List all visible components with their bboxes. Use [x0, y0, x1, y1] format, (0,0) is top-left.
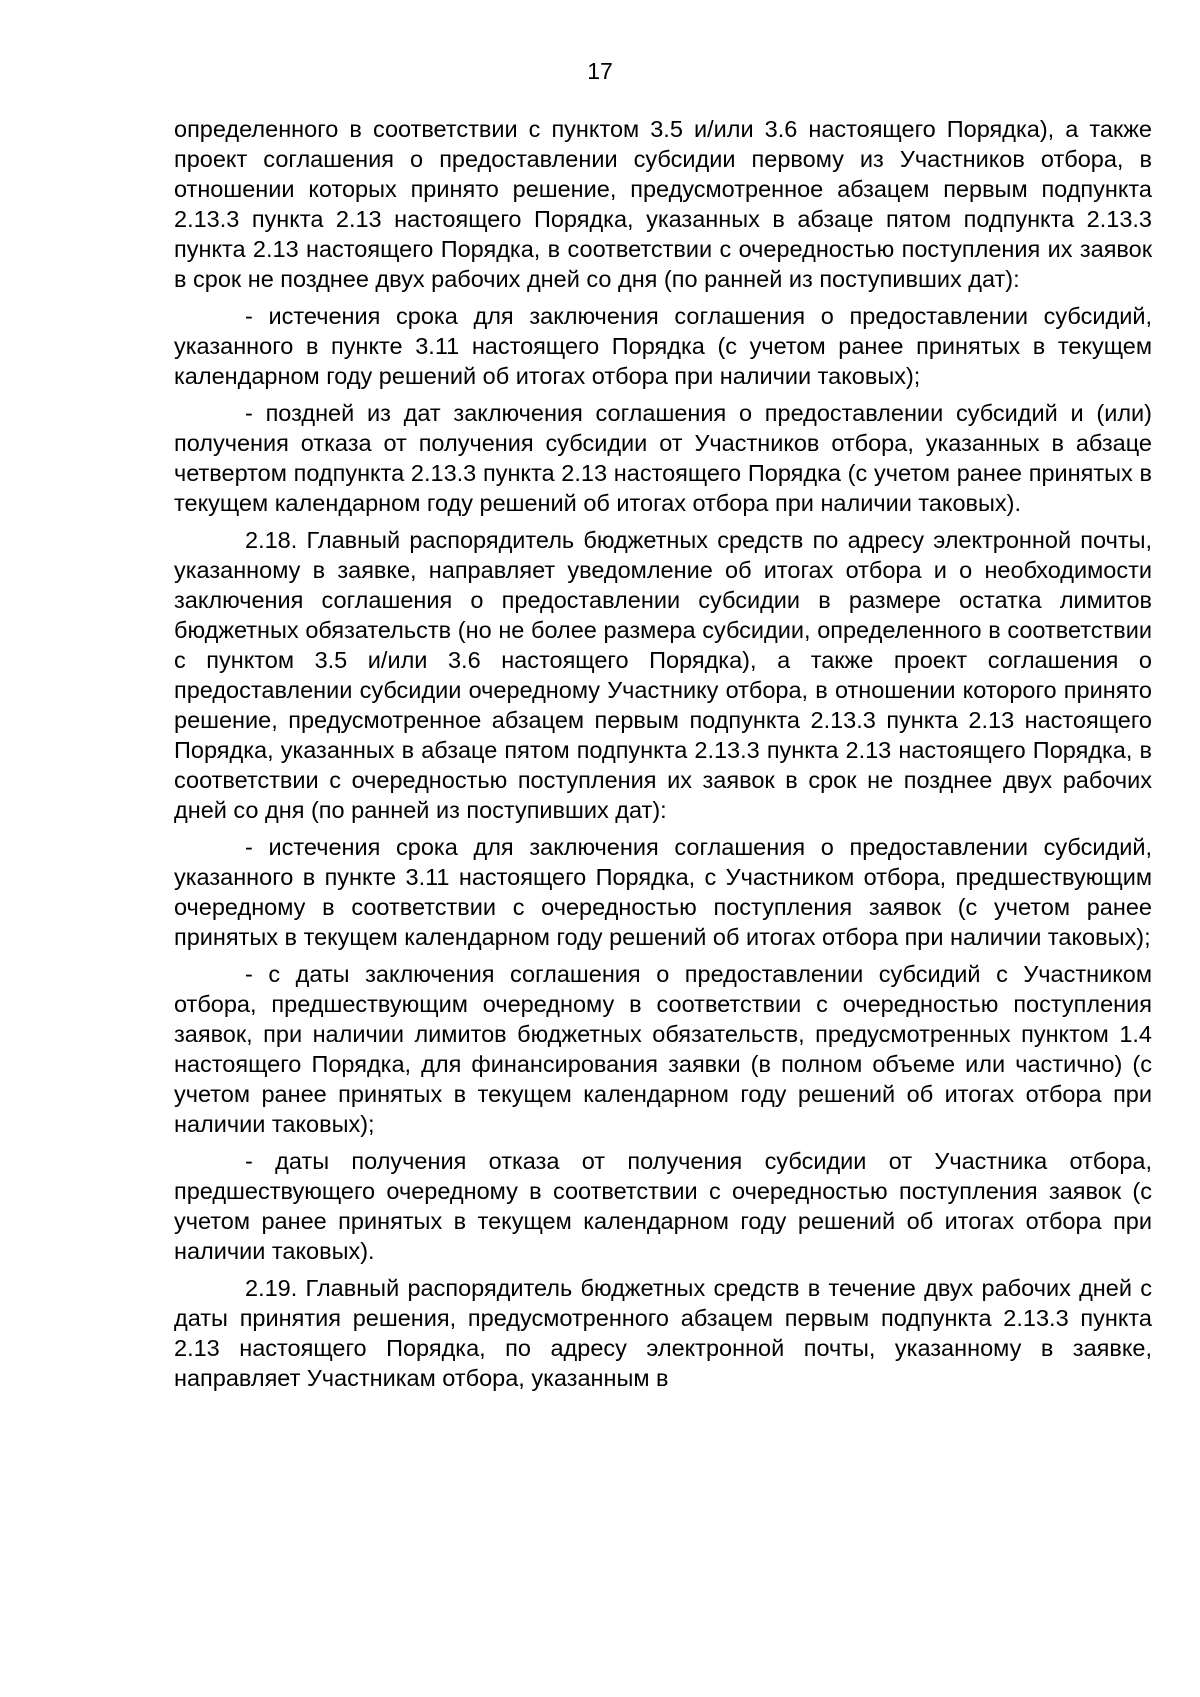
document-body: [174, 114, 1152, 1400]
paragraph-2-18: 2.18. Главный распорядитель бюджетных средств по адресу электронной почты, указанному в заявке, направляет уведомление об итогах отбора и о необходимости заключения соглашения о предоставлении субсидии в размере остатка лимитов бюджетных обязательств (но не более размера субсидии, определенного в соответствии с пунктом 3.5 и/или 3.6 настоящего Порядка), а также проект соглашения о предоставлении субсидии очередному Участнику отбора, в отношении которого принято решение, предусмотренное абзацем первым подпункта 2.13.3 пункта 2.13 настоящего Порядка, указанных в абзаце пятом подпункта 2.13.3 пункта 2.13 настоящего Порядка, в соответствии с очередностью поступления их заявок в срок не позднее двух рабочих дней со дня (по ранней из поступивших дат):: [174, 527, 1152, 823]
list-item-refusal-date: - даты получения отказа от получения субсидии от Участника отбора, предшествующего очередному в соответствии с очередностью поступления заявок (с учетом ранее принятых в текущем календарном году решений об итогах отбора при наличии таковых).: [174, 1148, 1152, 1264]
paragraph-2-19: 2.19. Главный распорядитель бюджетных средств в течение двух рабочих дней с даты принятия решения, предусмотренного абзацем первым подпункта 2.13.3 пункта 2.13 настоящего Порядка, по адресу электронной почты, указанному в заявке, направляет Участникам отбора, указанным в: [174, 1275, 1152, 1391]
list-item-agreement-date: - с даты заключения соглашения о предоставлении субсидий с Участником отбора, предшествующим очередному в соответствии с очередностью поступления заявок, при наличии лимитов бюджетных обязательств, предусмотренных пунктом 1.4 настоящего Порядка, для финансирования заявки (в полном объеме или частично) (с учетом ранее принятых в текущем календарном году решений об итогах отбора при наличии таковых);: [174, 961, 1152, 1137]
list-item-deadline-expiry-preceding: - истечения срока для заключения соглашения о предоставлении субсидий, указанного в пункте 3.11 настоящего Порядка, с Участником отбора, предшествующим очередному в соответствии с очередностью поступления заявок (с учетом ранее принятых в текущем календарном году решений об итогах отбора при наличии таковых);: [174, 834, 1152, 950]
list-item-deadline-expiry: - истечения срока для заключения соглашения о предоставлении субсидий, указанного в пункте 3.11 настоящего Порядка (с учетом ранее принятых в текущем календарном году решений об итогах отбора при наличии таковых);: [174, 303, 1152, 389]
list-item-latest-date: - поздней из дат заключения соглашения о предоставлении субсидий и (или) получения отказа от получения субсидии от Участников отбора, указанных в абзаце четвертом подпункта 2.13.3 пункта 2.13 настоящего Порядка (с учетом ранее принятых в текущем календарном году решений об итогах отбора при наличии таковых).: [174, 400, 1152, 516]
paragraph-continuation: определенного в соответствии с пунктом 3.5 и/или 3.6 настоящего Порядка), а также проект соглашения о предоставлении субсидии первому из Участников отбора, в отношении которых принято решение, предусмотренное абзацем первым подпункта 2.13.3 пункта 2.13 настоящего Порядка, указанных в абзаце пятом подпункта 2.13.3 пункта 2.13 настоящего Порядка, в соответствии с очередностью поступления их заявок в срок не позднее двух рабочих дней со дня (по ранней из поступивших дат):: [174, 116, 1152, 292]
page-number: 17: [587, 58, 613, 84]
